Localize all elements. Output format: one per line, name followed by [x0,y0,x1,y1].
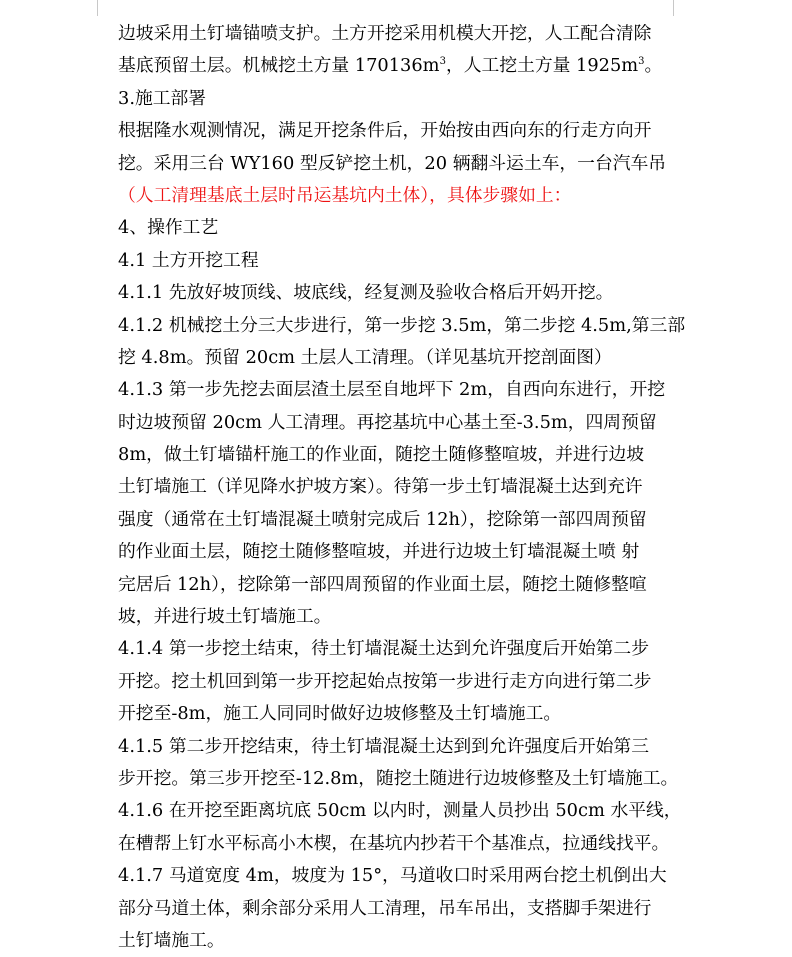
text-line: 的作业面土层，随挖土随修整喧坡，并进行边坡土钉墙混凝土喷 射 [118,541,640,563]
text-line: 开挖至-8m，施工人同同时做好边坡修整及土钉墙施工。 [118,703,562,725]
text-line: 部分马道土体，剩余部分采用人工清理，吊车吊出，支搭脚手架进行 [118,897,652,919]
text-line: 4.1.2 机械挖土分三大步进行，第一步挖 3.5m，第二步挖 4.5m,第三部 [118,314,686,336]
page-corner-mark-right [673,0,674,16]
text-line: 4.1.1 先放好坡顶线、坡底线，经复测及验收合格后开妈开挖。 [118,282,614,304]
text-line-earthwork-volume [118,50,678,82]
page-corner-mark-left [97,0,98,16]
text-segment: 基底预留土层。机械挖土方量 170136m [118,55,440,77]
section-heading: 3.施工部署 [118,87,207,109]
text-line: 根据隆水观测情况，满足开挖条件后，开始按由西向东的行走方向开 [118,120,652,142]
text-line: 边坡采用土钉墙锚喷支护。土方开挖采用机模大开挖，人工配合清除 [118,23,652,44]
superscript-cubic: 3 [638,56,645,68]
text-line: 坡，并进行坡土钉墙施工。 [118,606,332,628]
text-line: 8m，做土钉墙锚杆施工的作业面，随挖土随修整喧坡，并进行边坡 [118,444,645,466]
text-line: 完居后 12h），挖除第一部四周预留的作业面土层，随挖土随修整喧 [118,573,647,595]
text-line: 4.1.4 第一步挖土结束，待土钉墙混凝土达到允许强度后开始第二步 [118,638,649,660]
section-heading: 4、操作工艺 [118,217,219,239]
text-line: 4.1.6 在开挖至距离坑底 50cm 以内时，测量人员抄出 50cm 水平线， [118,800,682,822]
highlighted-red-text-line: （人工清理基底土层时吊运基坑内土体），具体步骤如上： [118,184,572,206]
text-line: 土钉墙施工（详见降水护坡方案）。待第一步土钉墙混凝土达到充许 [118,476,643,498]
text-segment: ，人工挖土方量 1925m [445,55,639,77]
text-segment: 。 [644,55,663,77]
text-line: 土钉墙施工。 [118,929,225,951]
text-line: 时边坡预留 20cm 人工清理。再挖基坑中心基土至-3.5m，四周预留 [118,411,657,433]
text-line: 开挖。挖土机回到第一步开挖起始点按第一步进行走方向进行第二步 [118,670,652,692]
superscript-cubic: 3 [439,56,446,68]
text-line: 挖。采用三台 WY160 型反铲挖土机，20 辆翻斗运土车，一台汽车吊 [118,152,667,174]
text-line: 4.1.5 第二步开挖结束，待土钉墙混凝土达到到允许强度后开始第三 [118,735,649,757]
text-line: 强度（通常在土钉墙混凝土喷射完成后 12h），挖除第一部四周预留 [118,508,647,530]
text-line: 在槽帮上钉水平标高小木楔，在基坑内抄若干个基准点，拉通线找平。 [118,832,670,854]
text-line: 挖 4.8m。预留 20cm 土层人工清理。（详见基坑开挖剖面图） [118,346,612,368]
text-line: 4.1.3 第一步先挖去面层渣土层至自地坪下 2m，自西向东进行，开挖 [118,379,666,401]
subsection-heading: 4.1 土方开挖工程 [118,249,259,271]
text-line: 步开挖。第三步开挖至-12.8m，随挖土随进行边坡修整及土钉墙施工。 [118,767,679,789]
document-body [118,18,686,957]
text-line: 4.1.7 马道宽度 4m，坡度为 15°，马道收口时采用两台挖土机倒出大 [118,865,667,887]
